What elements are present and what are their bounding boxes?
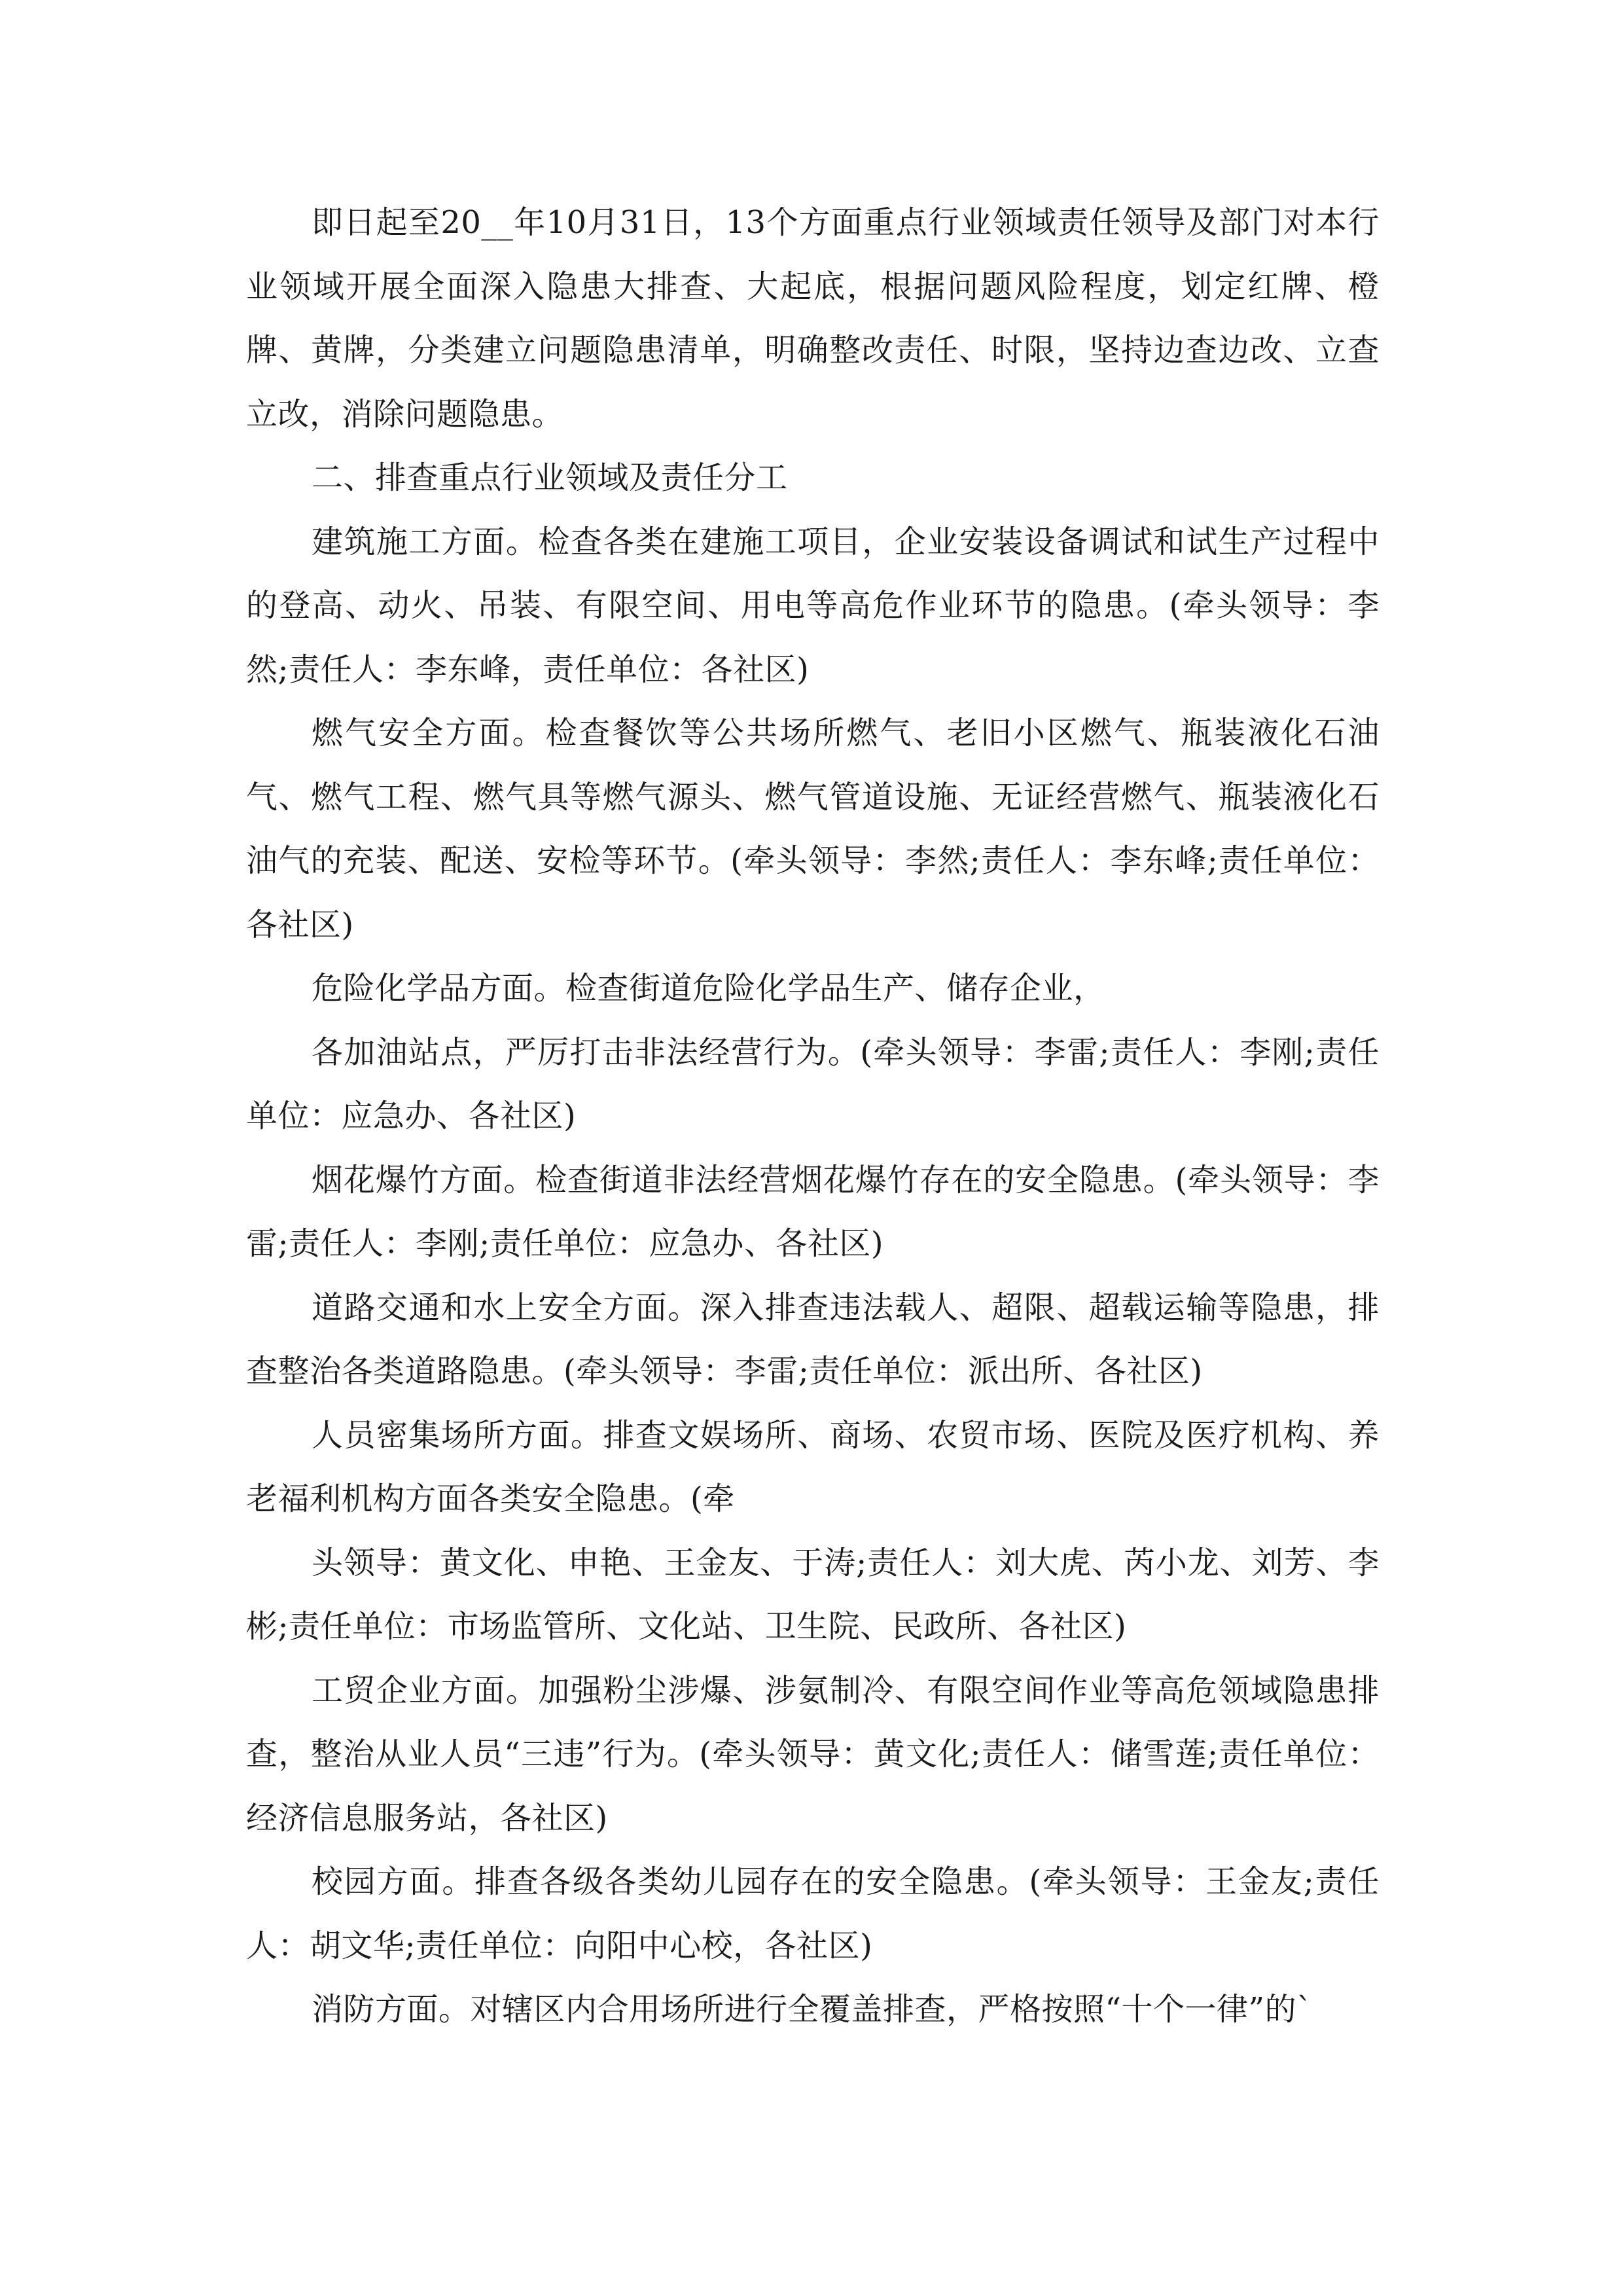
section-heading: 二、排查重点行业领域及责任分工 <box>312 459 788 496</box>
paragraph-road-traffic: 道路交通和水上安全方面。深入排查违法载人、超限、超载运输等隐患，排查整治各类道路隐患。(牵头领导：李雷;责任单位：派出所、各社区) <box>246 1289 1380 1390</box>
paragraph-crowded-places: 人员密集场所方面。排查文娱场所、商场、农贸市场、医院及医疗机构、养老福利机构方面各类安全隐患。(牵 <box>246 1416 1380 1517</box>
paragraph-gas-stations: 各加油站点，严厉打击非法经营行为。(牵头领导：李雷;责任人：李刚;责任单位：应急办、各社区) <box>246 1033 1380 1134</box>
paragraph-construction: 建筑施工方面。检查各类在建施工项目，企业安装设备调试和试生产过程中的登高、动火、吊装、有限空间、用电等高危作业环节的隐患。(牵头领导：李然;责任人：李东峰，责任单位：各社区) <box>246 523 1380 688</box>
paragraph-scope: 即日起至20__年10月31日，13个方面重点行业领域责任领导及部门对本行业领域开展全面深入隐患大排查、大起底，根据问题风险程度，划定红牌、橙牌、黄牌，分类建立问题隐患清单，明确整改责任、时限，坚持边查边改、立查立改，消除问题隐患。 <box>246 204 1380 433</box>
paragraph-industry-trade: 工贸企业方面。加强粉尘涉爆、涉氨制冷、有限空间作业等高危领域隐患排查，整治从业人员“三违”行为。(牵头领导：黄文化;责任人：储雪莲;责任单位：经济信息服务站，各社区) <box>246 1672 1380 1837</box>
paragraph-crowded-places-leaders: 头领导：黄文化、申艳、王金友、于涛;责任人：刘大虎、芮小龙、刘芳、李彬;责任单位：市场监管所、文化站、卫生院、民政所、各社区) <box>246 1544 1380 1645</box>
paragraph-gas-safety: 燃气安全方面。检查餐饮等公共场所燃气、老旧小区燃气、瓶装液化石油气、燃气工程、燃气具等燃气源头、燃气管道设施、无证经营燃气、瓶装液化石油气的充装、配送、安检等环节。(牵头领导：李然;责任人：李东峰;责任单位：各社区) <box>246 715 1380 943</box>
paragraph-campus: 校园方面。排查各级各类幼儿园存在的安全隐患。(牵头领导：王金友;责任人：胡文华;责任单位：向阳中心校，各社区) <box>246 1863 1380 1964</box>
paragraph-fire-protection: 消防方面。对辖区内合用场所进行全覆盖排查，严格按照“十个一律”的` <box>312 1991 1313 2028</box>
paragraph-fireworks: 烟花爆竹方面。检查街道非法经营烟花爆竹存在的安全隐患。(牵头领导：李雷;责任人：李刚;责任单位：应急办、各社区) <box>246 1161 1380 1262</box>
paragraph-hazardous-chemicals: 危险化学品方面。检查街道危险化学品生产、储存企业， <box>312 970 1105 1007</box>
